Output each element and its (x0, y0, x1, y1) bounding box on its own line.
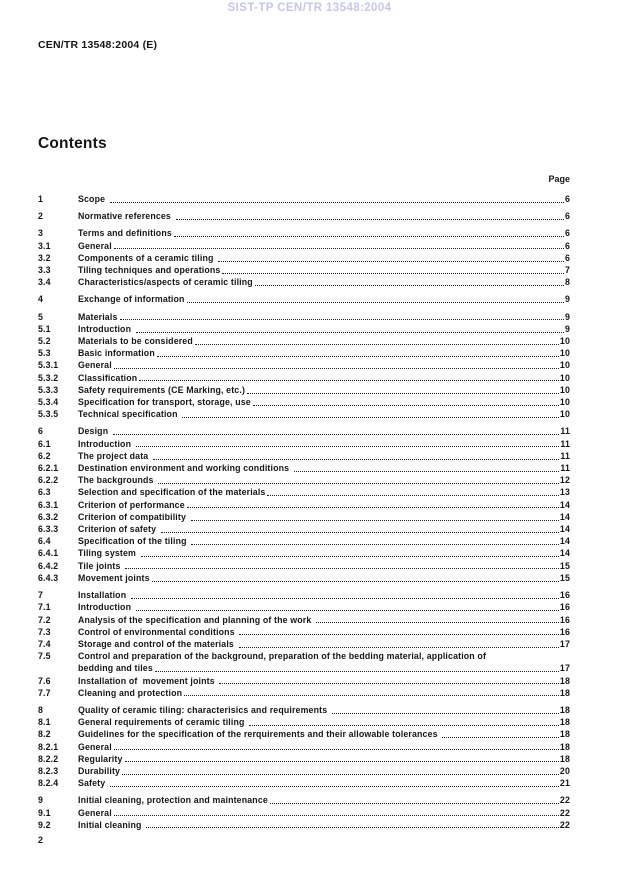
toc-entry-title: Scope (78, 194, 108, 204)
toc-entry-page: 14 (559, 511, 570, 522)
toc-dotted-leader (131, 598, 559, 599)
toc-dotted-leader (136, 610, 559, 611)
toc-row (38, 675, 570, 687)
toc-row (38, 589, 570, 601)
toc-row (38, 486, 570, 498)
toc-entry-number: 5.3.2 (38, 372, 59, 383)
toc-entry-page: 14 (559, 548, 570, 559)
toc-entry-title: Initial cleaning, protection and maintenance (78, 795, 268, 806)
toc-entry-number: 6.4.3 (38, 572, 59, 583)
toc-entry-title: Exchange of information (78, 294, 185, 305)
toc-entry-title: Movement joints (78, 572, 150, 583)
toc-entry-title: Destination environment and working conditions (78, 463, 292, 474)
toc-entry-title: Installation of movement joints (78, 675, 218, 686)
toc-row (38, 547, 570, 559)
toc-dotted-leader (218, 261, 564, 262)
toc-entry-page: 18 (559, 741, 570, 752)
toc-row (38, 626, 570, 638)
toc-row (38, 384, 570, 396)
toc-entry-title: Components of a ceramic tiling (78, 252, 217, 263)
toc-entry-title: Criterion of compatibility (78, 511, 189, 522)
toc-entry-title: Safety (78, 778, 108, 789)
toc-row (38, 347, 570, 359)
toc-entry-title: Normative references (78, 211, 174, 222)
toc-entry-title: Tile joints (78, 560, 124, 571)
toc-dotted-leader (219, 683, 559, 684)
toc-row (38, 728, 570, 740)
toc-dotted-leader (182, 417, 559, 418)
toc-entry-page: 16 (559, 590, 570, 601)
toc-entry-page: 10 (559, 336, 570, 347)
toc-entry-page: 8 (564, 277, 570, 288)
toc-entry-page: 10 (559, 397, 570, 408)
toc-dotted-leader (239, 647, 559, 648)
toc-dotted-leader (120, 319, 564, 320)
toc-entry-title: Tiling system (78, 548, 139, 559)
toc-row (38, 474, 570, 486)
toc-row (38, 450, 570, 462)
toc-dotted-leader (114, 749, 559, 750)
toc-entry-number: 6.3 (38, 487, 51, 498)
toc-row (38, 240, 570, 252)
toc-row (38, 560, 570, 572)
toc-row (38, 716, 570, 728)
toc-entry-title: The backgrounds (78, 475, 157, 486)
document-reference: CEN/TR 13548:2004 (E) (38, 39, 158, 51)
toc-list (38, 193, 570, 831)
toc-entry-number: 3.3 (38, 265, 51, 276)
table-of-contents (38, 174, 570, 831)
toc-row (38, 704, 570, 716)
page-number: 2 (38, 835, 44, 845)
toc-dotted-leader (191, 520, 559, 521)
toc-row (38, 293, 570, 305)
toc-dotted-leader (110, 786, 559, 787)
toc-entry-number: 6.3.1 (38, 499, 59, 510)
toc-entry-title: Tiling techniques and operations (78, 265, 221, 276)
toc-row (38, 650, 570, 662)
toc-entry-number: 7.1 (38, 602, 51, 613)
toc-row (38, 193, 570, 205)
toc-dotted-leader (139, 380, 559, 381)
toc-dotted-leader (152, 581, 559, 582)
toc-row (38, 408, 570, 420)
page-column-label: Page (548, 174, 570, 184)
toc-entry-title: Quality of ceramic tiling: characterisics and requirements (78, 704, 330, 715)
toc-group (38, 425, 570, 584)
toc-entry-page: 6 (564, 211, 570, 222)
toc-entry-title: Control and preparation of the background, preparation of the bedding material, application of (78, 651, 487, 662)
toc-row (38, 777, 570, 789)
toc-entry-page: 9 (564, 323, 570, 334)
toc-entry-page: 11 (560, 463, 570, 474)
toc-entry-title: Selection and specification of the materials (78, 487, 266, 498)
toc-entry-page: 18 (559, 717, 570, 728)
toc-entry-title: General (78, 741, 112, 752)
toc-row (38, 638, 570, 650)
toc-entry-title: Specification for transport, storage, use (78, 397, 251, 408)
toc-dotted-leader (222, 273, 563, 274)
toc-entry-page: 11 (560, 438, 570, 449)
contents-heading: Contents (38, 135, 107, 152)
toc-entry-title: Safety requirements (CE Marking, etc.) (78, 384, 246, 395)
toc-row (38, 794, 570, 806)
toc-entry-title: Criterion of performance (78, 499, 185, 510)
toc-entry-title: General requirements of ceramic tiling (78, 717, 248, 728)
toc-entry-title: Introduction (78, 323, 134, 334)
toc-entry-page: 18 (559, 675, 570, 686)
toc-entry-page: 10 (559, 372, 570, 383)
toc-entry-page: 16 (559, 602, 570, 613)
toc-entry-number: 5.3.4 (38, 397, 59, 408)
toc-entry-title: Specification of the tiling (78, 536, 190, 547)
toc-entry-number: 6 (38, 426, 44, 437)
toc-entry-number: 7.5 (38, 651, 51, 662)
toc-entry-page: 18 (559, 687, 570, 698)
toc-entry-number: 5.2 (38, 336, 51, 347)
toc-entry-title: Basic information (78, 348, 155, 359)
toc-group (38, 704, 570, 789)
toc-entry-page: 13 (559, 487, 570, 498)
toc-dotted-leader (114, 248, 564, 249)
toc-entry-page: 22 (559, 807, 570, 818)
toc-row (38, 359, 570, 371)
toc-dotted-leader (184, 695, 559, 696)
toc-entry-page: 21 (559, 778, 570, 789)
toc-entry-title: Installation (78, 590, 129, 601)
toc-entry-number: 6.2.2 (38, 475, 59, 486)
toc-entry-title: General (78, 360, 112, 371)
toc-entry-number: 7.4 (38, 638, 51, 649)
toc-dotted-leader (267, 495, 558, 496)
toc-entry-title: The project data (78, 450, 151, 461)
toc-row (38, 323, 570, 335)
toc-entry-page: 14 (559, 536, 570, 547)
toc-dotted-leader (125, 761, 559, 762)
toc-entry-number: 8 (38, 704, 44, 715)
toc-row (38, 396, 570, 408)
toc-row (38, 601, 570, 613)
toc-entry-number: 8.2.4 (38, 778, 59, 789)
toc-row (38, 535, 570, 547)
toc-dotted-leader (187, 302, 564, 303)
toc-group (38, 293, 570, 305)
toc-dotted-leader (332, 713, 559, 714)
toc-entry-number: 6.1 (38, 438, 51, 449)
toc-dotted-leader (294, 471, 560, 472)
toc-entry-page: 10 (559, 348, 570, 359)
toc-entry-title: Initial cleaning (78, 819, 145, 830)
toc-row (38, 572, 570, 584)
toc-row (38, 819, 570, 831)
toc-entry-page: 14 (559, 524, 570, 535)
toc-dotted-leader (174, 236, 564, 237)
toc-entry-number: 6.2.1 (38, 463, 59, 474)
toc-dotted-leader (161, 532, 559, 533)
toc-entry-title: Analysis of the specification and planning of the work (78, 614, 315, 625)
toc-entry-page: 6 (564, 228, 570, 239)
toc-entry-page: 10 (559, 360, 570, 371)
toc-row (38, 499, 570, 511)
toc-group (38, 210, 570, 222)
toc-entry-number: 7.3 (38, 626, 51, 637)
toc-row (38, 210, 570, 222)
toc-entry-title: Characteristics/aspects of ceramic tiling (78, 277, 253, 288)
toc-dotted-leader (249, 725, 559, 726)
toc-row (38, 252, 570, 264)
toc-entry-page: 22 (559, 819, 570, 830)
toc-entry-number: 8.1 (38, 717, 51, 728)
toc-entry-title: Cleaning and protection (78, 687, 183, 698)
toc-row (38, 462, 570, 474)
toc-dotted-leader (316, 622, 559, 623)
watermark-header: SIST-TP CEN/TR 13548:2004 (227, 2, 392, 14)
toc-entry-number: 5.3.5 (38, 409, 59, 420)
toc-dotted-leader (113, 434, 560, 435)
toc-entry-title: Classification (78, 372, 138, 383)
toc-row (38, 807, 570, 819)
toc-entry-title: Criterion of safety (78, 524, 159, 535)
toc-entry-page: 17 (559, 663, 570, 674)
toc-entry-number: 8.2.1 (38, 741, 59, 752)
toc-row (38, 372, 570, 384)
toc-entry-number: 8.2.2 (38, 753, 59, 764)
toc-entry-title: Durability (78, 765, 121, 776)
toc-entry-number: 5.1 (38, 323, 51, 334)
toc-entry-title: Introduction (78, 438, 134, 449)
toc-dotted-leader (114, 815, 559, 816)
toc-row (38, 425, 570, 437)
toc-entry-number: 9 (38, 795, 44, 806)
toc-dotted-leader (110, 202, 564, 203)
toc-entry-title: Terms and definitions (78, 228, 172, 239)
toc-entry-page: 17 (559, 638, 570, 649)
toc-entry-title: Materials (78, 311, 118, 322)
toc-entry-page: 11 (560, 450, 570, 461)
toc-group (38, 193, 570, 205)
toc-entry-number: 4 (38, 294, 44, 305)
toc-entry-page: 18 (559, 729, 570, 740)
toc-row (38, 311, 570, 323)
toc-entry-title: Introduction (78, 602, 134, 613)
toc-entry-title: Regularity (78, 753, 123, 764)
toc-dotted-leader (155, 671, 559, 672)
toc-dotted-leader (141, 556, 559, 557)
toc-entry-title: Control of environmental conditions (78, 626, 238, 637)
toc-row (38, 614, 570, 626)
toc-entry-title: Guidelines for the specification of the rerquirements and their allowable tolerances (78, 729, 441, 740)
toc-group (38, 227, 570, 288)
toc-entry-page: 12 (559, 475, 570, 486)
toc-dotted-leader (253, 405, 559, 406)
toc-row (38, 741, 570, 753)
toc-entry-number: 6.4 (38, 536, 51, 547)
toc-group (38, 589, 570, 699)
toc-dotted-leader (442, 737, 559, 738)
toc-entry-page: 18 (559, 704, 570, 715)
toc-entry-number: 6.4.2 (38, 560, 59, 571)
toc-dotted-leader (157, 356, 559, 357)
toc-entry-number: 3.4 (38, 277, 51, 288)
toc-dotted-leader (187, 507, 559, 508)
toc-entry-number: 6.3.3 (38, 524, 59, 535)
toc-entry-title: Design (78, 426, 111, 437)
toc-entry-number: 9.2 (38, 819, 51, 830)
toc-entry-title: General (78, 807, 112, 818)
toc-entry-number: 3.1 (38, 240, 51, 251)
toc-entry-page: 9 (564, 311, 570, 322)
toc-entry-number: 1 (38, 194, 44, 204)
toc-entry-page: 15 (559, 572, 570, 583)
toc-entry-title: Technical specification (78, 409, 181, 420)
toc-row (38, 438, 570, 450)
toc-entry-number: 6.3.2 (38, 511, 59, 522)
toc-group (38, 794, 570, 831)
toc-entry-number: 2 (38, 211, 44, 222)
toc-row (38, 523, 570, 535)
toc-dotted-leader (146, 827, 559, 828)
toc-entry-number: 7.6 (38, 675, 51, 686)
toc-entry-number: 5 (38, 311, 44, 322)
toc-row (38, 276, 570, 288)
toc-row (38, 687, 570, 699)
toc-entry-title: General (78, 240, 112, 251)
toc-group (38, 311, 570, 421)
toc-entry-number: 9.1 (38, 807, 51, 818)
toc-entry-number: 6.4.1 (38, 548, 59, 559)
toc-entry-title: Materials to be considered (78, 336, 193, 347)
toc-entry-number: 7 (38, 590, 44, 601)
toc-entry-number: 7.2 (38, 614, 51, 625)
toc-row (38, 753, 570, 765)
toc-entry-number: 6.2 (38, 450, 51, 461)
toc-dotted-leader (158, 483, 559, 484)
toc-dotted-leader (122, 774, 559, 775)
toc-dotted-leader (153, 459, 559, 460)
toc-row (38, 264, 570, 276)
toc-entry-page: 10 (559, 384, 570, 395)
toc-row (38, 511, 570, 523)
toc-row (38, 335, 570, 347)
toc-entry-number: 5.3.1 (38, 360, 59, 371)
toc-entry-page: 10 (559, 409, 570, 420)
toc-dotted-leader (114, 368, 559, 369)
toc-entry-page: 7 (564, 265, 570, 276)
toc-entry-number: 8.2 (38, 729, 51, 740)
toc-entry-page: 16 (559, 626, 570, 637)
toc-entry-title: Storage and control of the materials (78, 638, 237, 649)
toc-dotted-leader (136, 332, 564, 333)
toc-entry-page: 14 (559, 499, 570, 510)
toc-dotted-leader (270, 803, 559, 804)
toc-entry-page: 18 (559, 753, 570, 764)
toc-entry-number: 3 (38, 228, 44, 239)
toc-entry-page: 6 (564, 240, 570, 251)
toc-dotted-leader (176, 219, 564, 220)
toc-entry-page: 9 (564, 294, 570, 305)
toc-dotted-leader (239, 634, 559, 635)
toc-dotted-leader (125, 568, 559, 569)
toc-dotted-leader (136, 446, 560, 447)
toc-entry-page: 11 (560, 426, 570, 437)
toc-entry-page: 6 (564, 194, 570, 204)
toc-entry-number: 7.7 (38, 687, 51, 698)
toc-entry-number: 8.2.3 (38, 765, 59, 776)
toc-row (38, 227, 570, 239)
toc-dotted-leader (195, 344, 559, 345)
toc-row (38, 662, 570, 674)
toc-dotted-leader (191, 544, 559, 545)
toc-entry-title: bedding and tiles (78, 663, 153, 674)
toc-dotted-leader (247, 393, 559, 394)
toc-entry-page: 20 (559, 765, 570, 776)
toc-entry-page: 6 (564, 252, 570, 263)
toc-entry-page: 16 (559, 614, 570, 625)
toc-row (38, 765, 570, 777)
toc-entry-number: 5.3.3 (38, 384, 59, 395)
toc-entry-page: 15 (559, 560, 570, 571)
toc-entry-number: 5.3 (38, 348, 51, 359)
toc-entry-page: 22 (559, 795, 570, 806)
toc-dotted-leader (255, 285, 564, 286)
toc-entry-number: 3.2 (38, 252, 51, 263)
